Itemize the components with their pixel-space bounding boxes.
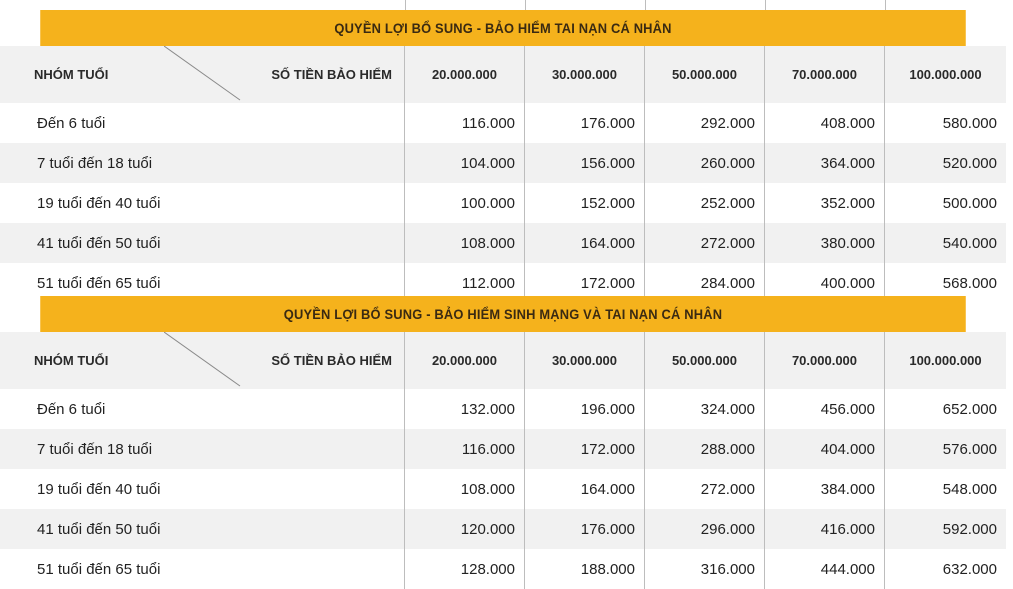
premium-cell: 384.000 <box>765 469 885 509</box>
premium-cell: 132.000 <box>405 389 525 429</box>
age-group-label: NHÓM TUỔI <box>34 353 109 368</box>
grid-line <box>525 0 526 10</box>
premium-cell: 540.000 <box>942 234 997 252</box>
header-amount: 100.000.000 <box>909 353 982 368</box>
premium-cell: 292.000 <box>645 103 765 143</box>
header-amount: 100.000.000 <box>909 67 982 82</box>
table-life-and-accident-insurance <box>0 296 1006 589</box>
premium-cell: 116.000 <box>405 429 525 469</box>
premium-cell: 100.000 <box>405 183 525 223</box>
premium-cell: 632.000 <box>942 560 997 578</box>
table-row <box>0 389 1006 429</box>
premium-cell: 260.000 <box>645 143 765 183</box>
premium-cell: 404.000 <box>765 429 885 469</box>
premium-cell: 416.000 <box>765 509 885 549</box>
premium-cell: 500.000 <box>942 194 997 212</box>
premium-cell: 188.000 <box>525 549 645 589</box>
age-group-cell: 7 tuổi đến 18 tuổi <box>0 429 405 469</box>
table-row <box>0 429 1006 469</box>
premium-cell: 104.000 <box>405 143 525 183</box>
age-group-cell: 41 tuổi đến 50 tuổi <box>0 223 405 263</box>
table-accident-insurance <box>0 10 1006 303</box>
header-age-sum-cell <box>0 46 405 103</box>
grid-line <box>405 0 406 10</box>
age-group-cell: 51 tuổi đến 65 tuổi <box>0 549 405 589</box>
premium-cell: 152.000 <box>525 183 645 223</box>
age-group-cell: 19 tuổi đến 40 tuổi <box>0 183 405 223</box>
grid-line <box>765 0 766 10</box>
premium-cell: 196.000 <box>525 389 645 429</box>
table-row <box>0 509 1006 549</box>
premium-cell: 128.000 <box>405 549 525 589</box>
premium-cell: 352.000 <box>765 183 885 223</box>
premium-cell: 172.000 <box>525 429 645 469</box>
age-group-label: NHÓM TUỔI <box>34 67 109 82</box>
diagonal-divider <box>164 46 244 103</box>
table-row <box>0 469 1006 509</box>
top-cropped-strip <box>0 0 1013 10</box>
table-row <box>0 103 1006 143</box>
table-header-row <box>0 46 1006 103</box>
premium-cell: 252.000 <box>645 183 765 223</box>
header-amount: 50.000.000 <box>645 46 765 103</box>
premium-cell: 116.000 <box>405 103 525 143</box>
sum-insured-label: SỐ TIỀN BẢO HIỂM <box>271 67 392 82</box>
age-group-cell: 41 tuổi đến 50 tuổi <box>0 509 405 549</box>
premium-cell: 108.000 <box>405 469 525 509</box>
premium-cell: 108.000 <box>405 223 525 263</box>
header-amount: 20.000.000 <box>405 46 525 103</box>
header-amount: 70.000.000 <box>765 46 885 103</box>
header-amount: 30.000.000 <box>525 332 645 389</box>
header-amount: 70.000.000 <box>765 332 885 389</box>
header-age-sum-cell <box>0 332 405 389</box>
premium-cell: 112.000 <box>405 263 525 303</box>
premium-cell: 284.000 <box>645 263 765 303</box>
premium-cell: 364.000 <box>765 143 885 183</box>
header-amount: 30.000.000 <box>525 46 645 103</box>
premium-cell: 408.000 <box>765 103 885 143</box>
header-amount: 20.000.000 <box>405 332 525 389</box>
premium-cell: 296.000 <box>645 509 765 549</box>
grid-line <box>885 0 886 10</box>
age-group-cell: 51 tuổi đến 65 tuổi <box>0 263 405 303</box>
premium-cell: 568.000 <box>942 274 997 292</box>
table-row <box>0 143 1006 183</box>
premium-cell: 592.000 <box>942 520 997 538</box>
premium-cell: 400.000 <box>765 263 885 303</box>
premium-cell: 176.000 <box>525 103 645 143</box>
age-group-cell: 7 tuổi đến 18 tuổi <box>0 143 405 183</box>
table-row <box>0 549 1006 589</box>
premium-cell: 272.000 <box>645 469 765 509</box>
table-title: QUYỀN LỢI BỔ SUNG - BẢO HIỂM TAI NẠN CÁ NHÂN <box>40 10 966 46</box>
premium-cell: 576.000 <box>942 440 997 458</box>
diagonal-divider <box>164 332 244 389</box>
grid-line <box>645 0 646 10</box>
premium-cell: 120.000 <box>405 509 525 549</box>
premium-cell: 444.000 <box>765 549 885 589</box>
premium-cell: 520.000 <box>942 154 997 172</box>
premium-cell: 580.000 <box>942 114 997 132</box>
premium-cell: 156.000 <box>525 143 645 183</box>
premium-cell: 380.000 <box>765 223 885 263</box>
sum-insured-label: SỐ TIỀN BẢO HIỂM <box>271 353 392 368</box>
table-row <box>0 183 1006 223</box>
header-amount: 50.000.000 <box>645 332 765 389</box>
premium-cell: 164.000 <box>525 469 645 509</box>
age-group-cell: 19 tuổi đến 40 tuổi <box>0 469 405 509</box>
premium-cell: 272.000 <box>645 223 765 263</box>
table-row <box>0 223 1006 263</box>
table-title: QUYỀN LỢI BỔ SUNG - BẢO HIỂM SINH MẠNG VÀ TAI NẠN CÁ NHÂN <box>40 296 966 332</box>
table-header-row <box>0 332 1006 389</box>
age-group-cell: Đến 6 tuổi <box>0 389 405 429</box>
premium-cell: 176.000 <box>525 509 645 549</box>
premium-cell: 288.000 <box>645 429 765 469</box>
premium-cell: 548.000 <box>942 480 997 498</box>
premium-cell: 652.000 <box>942 400 997 418</box>
premium-cell: 316.000 <box>645 549 765 589</box>
premium-cell: 456.000 <box>765 389 885 429</box>
age-group-cell: Đến 6 tuổi <box>0 103 405 143</box>
premium-cell: 172.000 <box>525 263 645 303</box>
premium-cell: 164.000 <box>525 223 645 263</box>
premium-cell: 324.000 <box>645 389 765 429</box>
